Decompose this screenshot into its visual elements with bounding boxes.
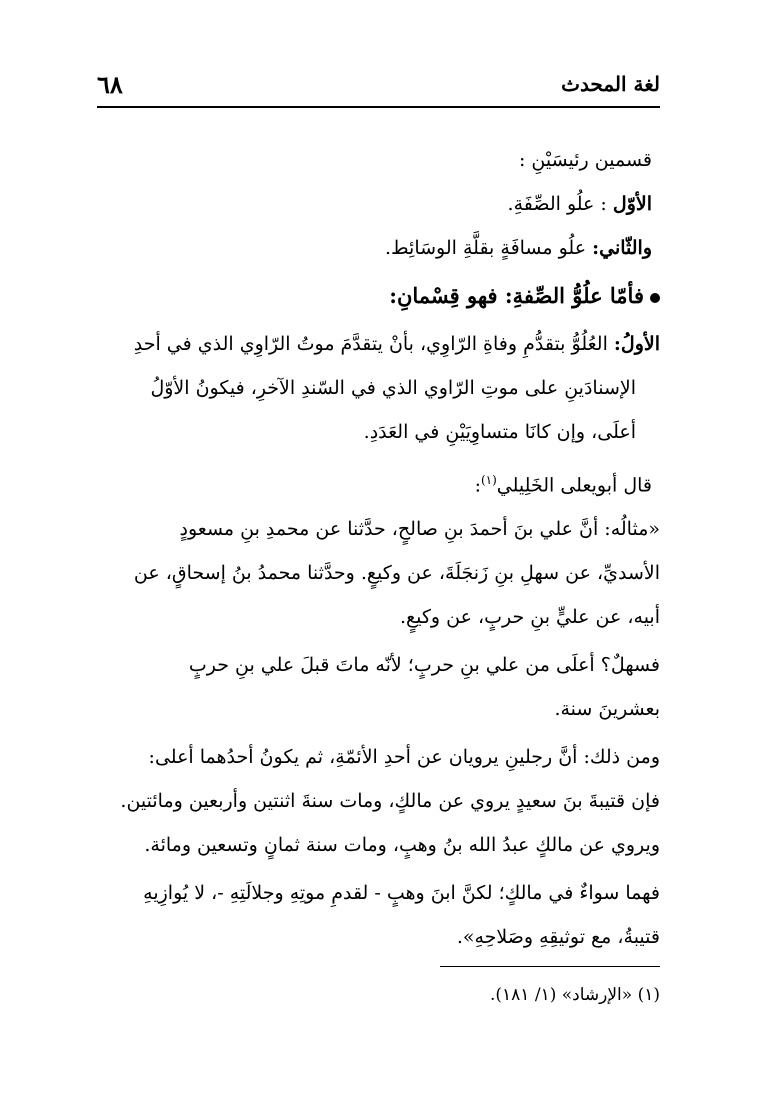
text-line: الإسنادَينِ على موتِ الرّاوي الذي في السّندِ الآخرِ، فيكونُ الأوّلُ [150,377,636,399]
line-text: العُلُوُّ بتقدُّمِ وفاةِ الرّاوِي، بأنْ يتقدَّمَ موتُ الرّاوِي الذي في أحدِ [133,333,614,355]
intro-line: قسمين رئيسَيْنِ : [518,149,652,171]
heading-text: فأمّا علُوُّ الصِّفةِ: فهو قِسْمانِ: [389,283,644,308]
page-number: ٦٨ [97,70,123,99]
paragraph-example [97,507,660,639]
section-heading [97,274,660,318]
text-line: قتيبةُ، مع توثيقِهِ وصَلاحِهِ». [456,926,660,949]
text-line: ومن ذلك: أنَّ رجلينِ يرويان عن أحدِ الأئمّةِ، ثم يكونُ أحدُهما أعلى: [148,746,660,769]
paragraph-qutaybah [97,779,660,867]
paragraph-label: الأولُ: [613,333,660,355]
running-title: لغة المحدث [561,72,660,96]
text-line: أعلَى، وإن كانَا متساوِيَيْنِ في العَدَدِ. [363,421,636,443]
text-line: فإن قتيبةَ بنَ سعيدٍ يروي عن مالكٍ، ومات سنةَ اثنتين وأربعين ومائتين. [120,790,660,813]
text-line: بعشرينَ سنة. [554,698,660,721]
paragraph-comparison [97,643,660,731]
footnote: (١) «الإرشاد» (١/ ١٨١). [489,985,660,1005]
line-text: قال أبويعلى الخَلِيلي [496,474,652,497]
footnote-rule [440,966,660,967]
paragraph-conclusion [97,871,660,959]
text-line: أبيه، عن عليٍّ بنِ حربٍ، عن وكيعٍ. [399,606,660,629]
text-line [97,322,660,366]
item-label: الأوّل [612,193,652,215]
bullet-icon [650,293,660,303]
item-label: والثّاني: [592,237,652,259]
line-text: : [474,474,481,497]
attribution-line [97,458,660,507]
text-line: الأسديِّ، عن سهلِ بنِ زَنجَلَةَ، عن وكيعٍ. وحدَّثنا محمدُ بنُ إسحاقٍ، عن [133,562,660,585]
page-body [97,138,660,963]
list-item-second [97,226,660,270]
page-header [97,68,660,102]
text-line: «مثالُه: أنَّ علي بنَ أحمدَ بنِ صالحٍ، حدَّثنا عن محمدِ بنِ مسعودٍ [179,518,660,541]
paragraph-first-type [97,322,660,454]
item-text: علُو مسافَةٍ بقلَّةِ الوسَائِط. [384,237,593,259]
text-line: ويروي عن مالكٍ عبدُ الله بنُ وهبٍ، ومات سنة ثمانٍ وتسعين ومائة. [144,834,660,857]
footnote-ref: (١) [480,473,497,487]
header-rule [97,106,660,108]
item-text: : علُو الصِّفَةِ. [507,193,613,215]
text-line: فسهلٌ؟ أعلَى من علي بنِ حربٍ؛ لأنّه ماتَ قبلَ علي بنِ حربٍ [188,654,660,677]
list-item-first [97,182,660,226]
text-line: فهما سواءٌ في مالكٍ؛ لكنَّ ابنَ وهبٍ - لقدمِ موتِهِ وجلالَتِهِ -، لا يُوازِيهِ [143,882,660,905]
